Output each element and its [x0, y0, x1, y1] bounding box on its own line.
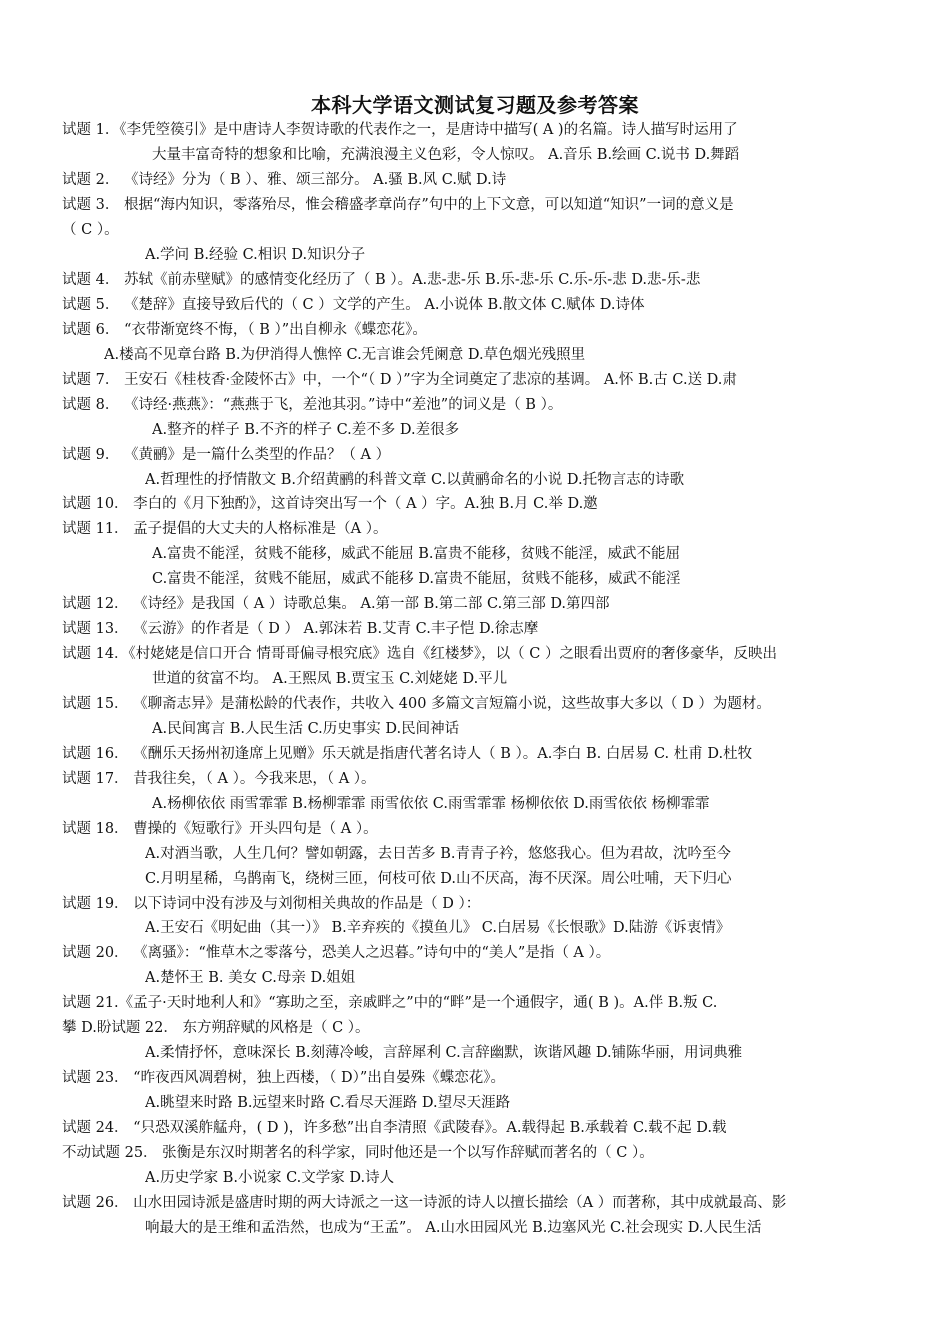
text-line: 试题 5． 《楚辞》直接导致后代的（ C ）文学的产生。 A.小说体 B.散文体 C.赋体 D.诗体 [62, 297, 645, 313]
text-line: A.富贵不能淫，贫贱不能移，威武不能屈 B.富贵不能移，贫贱不能淫，威武不能屈 [152, 546, 680, 562]
text-line: 试题 3． 根据“海内知识，零落殆尽，惟会稽盛孝章尚存”句中的上下文意，可以知道“知识”一词的意义是 [62, 197, 734, 213]
text-line: 试题 9． 《黄鹂》是一篇什么类型的作品？（ A ） [62, 447, 391, 463]
text-line: 试题 23． “昨夜西风凋碧树，独上西楼，（ D）”出自晏殊《蝶恋花》。 [62, 1070, 505, 1086]
text-line: 试题 8． 《诗经·燕燕》：“燕燕于飞，差池其羽。”诗中“差池”的词义是（ B ）。 [62, 397, 563, 413]
text-line: 试题 6． “衣带渐宽终不悔，（ B ）”出自柳永《蝶恋花》。 [62, 322, 427, 338]
text-line: 试题 19． 以下诗词中没有涉及与刘彻相关典故的作品是（ D ）： [62, 896, 481, 912]
page-title: 本科大学语文测试复习题及参考答案 [311, 93, 639, 117]
text-line: 试题 18． 曹操的《短歌行》开头四句是（ A ）。 [62, 821, 378, 837]
text-line: 试题 1．《李凭箜篌引》是中唐诗人李贺诗歌的代表作之一，是唐诗中描写( A )的名篇。诗人描写时运用了 [62, 122, 738, 138]
text-line: 试题 7． 王安石《桂枝香·金陵怀古》中，一个“（ D ）”字为全词奠定了悲凉的基调。 A.怀 B.古 C.送 D.肃 [62, 372, 737, 388]
text-line: 试题 10． 李白的《月下独酌》，这首诗突出写一个（ A ）字。A.独 B.月 C.举 D.邀 [62, 496, 598, 512]
text-line: A.眺望来时路 B.远望来时路 C.看尽天涯路 D.望尽天涯路 [145, 1095, 511, 1111]
text-line: 试题 14．《村姥姥是信口开合 情哥哥偏寻根究底》选自《红楼梦》，以（ C ）之眼看出贾府的奢侈豪华，反映出 [62, 646, 777, 662]
text-line: A.历史学家 B.小说家 C.文学家 D.诗人 [145, 1170, 395, 1186]
text-line: 试题 12． 《诗经》是我国（ A ）诗歌总集。 A.第一部 B.第二部 C.第三部 D.第四部 [62, 596, 610, 612]
text-line: A.对酒当歌，人生几何？譬如朝露，去日苦多 B.青青子衿，悠悠我心。但为君故，沈吟至今 [145, 846, 731, 862]
text-line: A.学问 B.经验 C.相识 D.知识分子 [145, 247, 366, 263]
text-line: （ C ）。 [62, 222, 119, 238]
text-line: A.杨柳依依 雨雪霏霏 B.杨柳霏霏 雨雪依依 C.雨雪霏霏 杨柳依依 D.雨雪依依 杨柳霏霏 [152, 796, 710, 812]
text-line: 试题 4． 苏轼《前赤壁赋》的感情变化经历了（ B ）。A.悲-悲-乐 B.乐-悲-乐 C.乐-乐-悲 D.悲-乐-悲 [62, 272, 701, 288]
text-line: 试题 13． 《云游》的作者是（ D ） A.郭沫若 B.艾青 C.丰子恺 D.徐志摩 [62, 621, 539, 637]
text-line: 试题 21.《孟子·天时地利人和》“寡助之至，亲戚畔之”中的“畔”是一个通假字，通( B )。A.伴 B.叛 C. [62, 995, 718, 1011]
text-line: 试题 2． 《诗经》分为（ B ）、雅、颂三部分。 A.骚 B.风 C.赋 D.诗 [62, 172, 507, 188]
text-line: 试题 15． 《聊斋志异》是蒲松龄的代表作，共收入 400 多篇文言短篇小说，这些故事大多以（ D ）为题材。 [62, 696, 771, 712]
text-line: C.月明星稀，乌鹊南飞，绕树三匝，何枝可依 D.山不厌高，海不厌深。周公吐哺，天下归心 [145, 871, 732, 887]
text-line: A.王安石《明妃曲（其一）》 B.辛弃疾的《摸鱼儿》 C.白居易《长恨歌》D.陆游《诉衷情》 [145, 920, 731, 936]
text-line: 试题 24． “只恐双溪舴艋舟，( D )，许多愁”出自李清照《武陵春》。A.载得起 B.承载着 C.载不起 D.载 [62, 1120, 727, 1136]
text-line: A.楚怀王 B. 美女 C.母亲 D.姐姐 [145, 970, 356, 986]
text-line: 攀 D.盼试题 22． 东方朔辞赋的风格是（ C ）。 [62, 1020, 370, 1036]
text-line: 不动试题 25． 张衡是东汉时期著名的科学家，同时他还是一个以写作辞赋而著名的（ C ）。 [62, 1145, 654, 1161]
text-line: 试题 17． 昔我往矣，（ A ）。今我来思，（ A ）。 [62, 771, 376, 787]
text-line: 试题 11． 孟子提倡的大丈夫的人格标准是（A ）。 [62, 521, 388, 537]
text-line: 世道的贫富不均。 A.王熙凤 B.贾宝玉 C.刘姥姥 D.平儿 [152, 671, 508, 687]
text-line: A.民间寓言 B.人民生活 C.历史事实 D.民间神话 [152, 721, 460, 737]
text-line: 试题 26． 山水田园诗派是盛唐时期的两大诗派之一这一诗派的诗人以擅长描绘（A ）而著称，其中成就最高、影 [62, 1195, 787, 1211]
text-line: 大量丰富奇特的想象和比喻，充满浪漫主义色彩，令人惊叹。 A.音乐 B.绘画 C.说书 D.舞蹈 [152, 147, 740, 163]
text-line: 响最大的是王维和孟浩然，也成为“王孟”。 A.山水田园风光 B.边塞风光 C.社会现实 D.人民生活 [145, 1220, 762, 1236]
text-line: A.整齐的样子 B.不齐的样子 C.差不多 D.差很多 [152, 422, 460, 438]
text-line: A.楼高不见章台路 B.为伊消得人憔悴 C.无言谁会凭阑意 D.草色烟光残照里 [104, 347, 586, 363]
text-line: C.富贵不能淫，贫贱不能屈，威武不能移 D.富贵不能屈，贫贱不能移，威武不能淫 [152, 571, 681, 587]
text-line: A.哲理性的抒情散文 B.介绍黄鹂的科普文章 C.以黄鹂命名的小说 D.托物言志的诗歌 [145, 472, 685, 488]
text-line: A.柔情抒怀，意味深长 B.刻薄冷峻，言辞犀利 C.言辞幽默，诙谐风趣 D.铺陈华丽，用词典雅 [145, 1045, 743, 1061]
text-line: 试题 16． 《酬乐天扬州初逢席上见赠》乐天就是指唐代著名诗人（ B ）。A.李白 B. 白居易 C. 杜甫 D.杜牧 [62, 746, 753, 762]
text-line: 试题 20． 《离骚》：“惟草木之零落兮，恐美人之迟暮。”诗句中的“美人”是指（ A ）。 [62, 945, 611, 961]
